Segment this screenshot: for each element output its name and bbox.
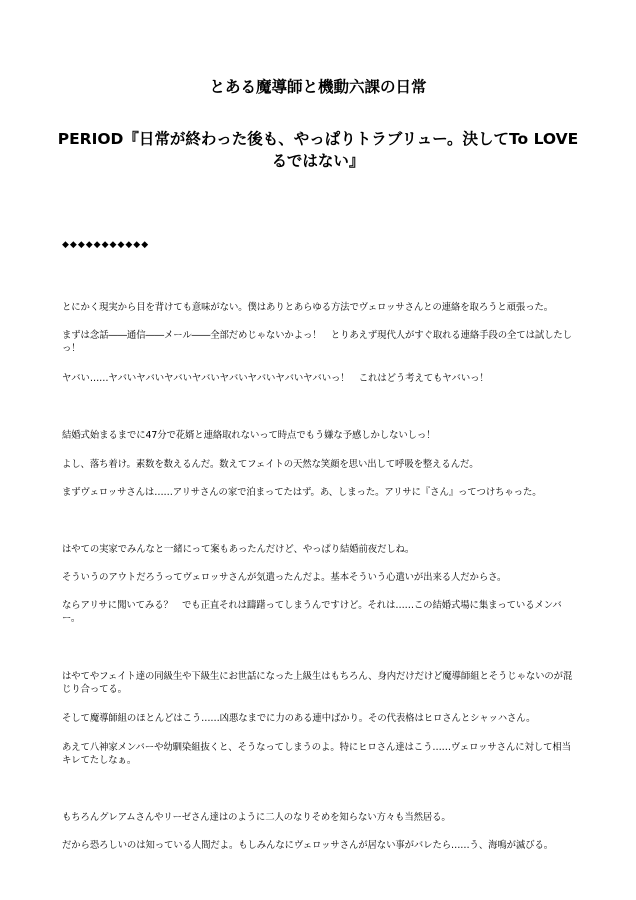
section-divider: ◆◆◆◆◆◆◆◆◆◆◆ [62,240,150,250]
paragraph: そういうのアウトだろうってヴェロッサさんが気遣ったんだよ。基本そういう心遣いが出来る人だからさ。 [62,572,507,584]
paragraph: まずヴェロッサさんは……アリサさんの家で泊まってたはず。あ、しまった。アリサに『さん』ってつけちゃった。 [62,487,542,499]
paragraph: ヤバい……ヤバいヤバいヤバいヤバいヤバいヤバいヤバいヤバいっ！ これはどう考えてもヤバいっ！ [62,373,489,385]
paragraph: あえて八神家メンバーや幼馴染組抜くと、そうなってしまうのよ。特にヒロさん達はこう……ヴェロッサさんに対して相当キレてたしなぁ。 [62,742,571,767]
paragraph: 結婚式始まるまでに47分で花婿と連絡取れないって時点でもう嫌な予感しかしないしっ！ [62,430,436,442]
paragraph: とにかく現実から目を背けても意味がない。僕はありとあらゆる方法でヴェロッサさんとの連絡を取ろうと頑張った。 [62,302,554,314]
paragraph: はやてやフェイト達の同級生や下級生にお世話になった上級生はもちろん、身内だけだけど魔導師組とそうじゃないのが混じり合ってる。 [62,671,573,696]
paragraph: ならアリサに聞いてみる？ でも正直それは躊躇ってしまうんですけど。それは……この結婚式場に集まっているメンバー。 [62,600,562,625]
paragraph: もちろんグレアムさんやリーゼさん達はのように二人のなりそめを知らない方々も当然居る。 [62,812,451,824]
paragraph: よし、落ち着け。素数を数えるんだ。数えてフェイトの天然な笑顔を思い出して呼吸を整えるんだ。 [62,459,479,471]
document-title: とある魔導師と機動六課の日常 [209,78,427,96]
paragraph: まずは念話――通信――メール――全部だめじゃないかよっ！ とりあえず現代人がすぐ取れる連絡手段の全ては試したしっ！ [62,330,572,355]
paragraph: はやての実家でみんなと一緒にって案もあったんだけど、やっぱり結婚前夜だしね。 [62,544,415,556]
paragraph: だから恐ろしいのは知っている人間だよ。もしみんなにヴェロッサさんが居ない事がバレたら……う、海鳴が滅びる。 [62,840,554,852]
paragraph: そして魔導師組のほとんどはこう……凶悪なまでに力のある連中ばかり。その代表格はヒロさんとシャッハさん。 [62,713,536,725]
chapter-subtitle: PERIOD『日常が終わった後も、やっぱりトラブリュー。決してTo LOVEるではない』 [57,130,579,170]
